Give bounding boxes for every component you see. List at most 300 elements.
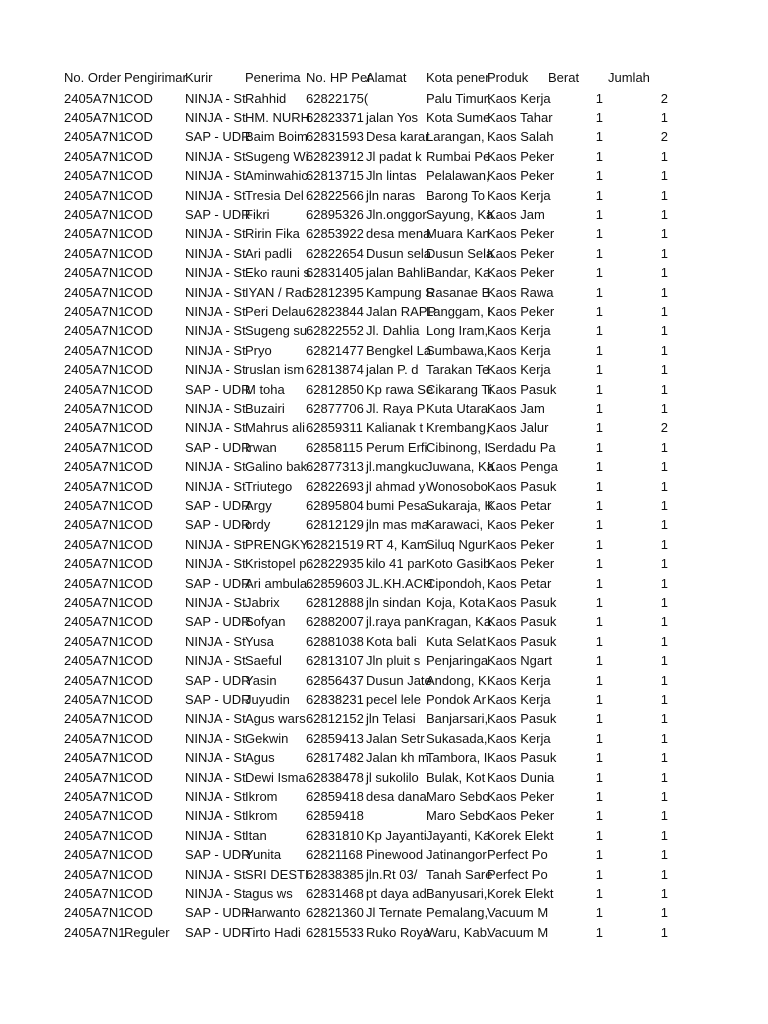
city-cell[interactable]: Bandar, Ka: [426, 265, 491, 281]
receiver-cell[interactable]: Ari ambula: [245, 575, 308, 591]
order-cell[interactable]: 2405A7N1: [64, 536, 126, 552]
product-cell[interactable]: Kaos Pasuk: [487, 750, 557, 766]
qty-cell[interactable]: 1: [660, 536, 668, 552]
receiver-cell[interactable]: Sugeng su: [245, 323, 308, 339]
courier-cell[interactable]: NINJA - St: [185, 323, 246, 339]
product-cell[interactable]: Kaos Kerja: [487, 691, 551, 707]
phone-cell[interactable]: 62815533: [306, 924, 364, 940]
sender-cell[interactable]: COD: [124, 614, 153, 630]
courier-cell[interactable]: SAP - UDR: [185, 497, 251, 513]
receiver-cell[interactable]: Peri Delau: [245, 303, 306, 319]
courier-cell[interactable]: NINJA - St: [185, 90, 246, 106]
sender-cell[interactable]: COD: [124, 497, 153, 513]
address-cell[interactable]: jl ahmad y: [366, 478, 426, 494]
address-cell[interactable]: Jl. Dahlia: [366, 323, 420, 339]
phone-cell[interactable]: 62895326: [306, 206, 364, 222]
address-cell[interactable]: pecel lele: [366, 691, 421, 707]
courier-cell[interactable]: SAP - UDR: [185, 614, 251, 630]
order-cell[interactable]: 2405A7N1: [64, 478, 126, 494]
weight-cell[interactable]: 1: [595, 245, 603, 261]
sender-cell[interactable]: COD: [124, 439, 153, 455]
sender-cell[interactable]: COD: [124, 206, 153, 222]
sender-cell[interactable]: COD: [124, 866, 153, 882]
order-cell[interactable]: 2405A7N1: [64, 381, 126, 397]
address-cell[interactable]: Kp Jayanti: [366, 827, 427, 843]
product-cell[interactable]: Kaos Peker: [487, 148, 555, 164]
header-city[interactable]: Kota pener: [426, 70, 490, 85]
product-cell[interactable]: Korek Elekt: [487, 885, 554, 901]
city-cell[interactable]: Maro Sebo: [426, 808, 490, 824]
qty-cell[interactable]: 1: [660, 459, 668, 475]
order-cell[interactable]: 2405A7N1: [64, 439, 126, 455]
courier-cell[interactable]: NINJA - St: [185, 420, 246, 436]
qty-cell[interactable]: 1: [660, 730, 668, 746]
qty-cell[interactable]: 1: [660, 109, 668, 125]
product-cell[interactable]: Perfect Po: [487, 866, 548, 882]
courier-cell[interactable]: NINJA - St: [185, 265, 246, 281]
qty-cell[interactable]: 1: [660, 847, 668, 863]
courier-cell[interactable]: NINJA - St: [185, 866, 246, 882]
city-cell[interactable]: Penjaringa: [426, 653, 489, 669]
product-cell[interactable]: Kaos Jam: [487, 400, 545, 416]
address-cell[interactable]: kilo 41 par: [366, 556, 426, 572]
phone-cell[interactable]: 62831468: [306, 885, 364, 901]
order-cell[interactable]: 2405A7N1: [64, 400, 126, 416]
city-cell[interactable]: Sukaraja, K: [426, 497, 494, 513]
phone-cell[interactable]: 62812152: [306, 711, 364, 727]
phone-cell[interactable]: 62823912: [306, 148, 364, 164]
sender-cell[interactable]: COD: [124, 342, 153, 358]
receiver-cell[interactable]: Triutego: [245, 478, 293, 494]
receiver-cell[interactable]: PRENGKY: [245, 536, 309, 552]
weight-cell[interactable]: 1: [595, 459, 603, 475]
sender-cell[interactable]: COD: [124, 885, 153, 901]
weight-cell[interactable]: 1: [595, 478, 603, 494]
product-cell[interactable]: Kaos Kerja: [487, 730, 551, 746]
address-cell[interactable]: bumi Pesa: [366, 497, 428, 513]
phone-cell[interactable]: 62812850: [306, 381, 364, 397]
phone-cell[interactable]: 62812888: [306, 594, 364, 610]
phone-cell[interactable]: 62813874: [306, 362, 364, 378]
address-cell[interactable]: Jl Ternate: [366, 905, 423, 921]
weight-cell[interactable]: 1: [595, 265, 603, 281]
address-cell[interactable]: Jl padat k: [366, 148, 422, 164]
phone-cell[interactable]: 62838385: [306, 866, 364, 882]
qty-cell[interactable]: 1: [660, 148, 668, 164]
city-cell[interactable]: Sukasada,: [426, 730, 488, 746]
phone-cell[interactable]: 62882007: [306, 614, 364, 630]
city-cell[interactable]: Pemalang,: [426, 905, 489, 921]
product-cell[interactable]: Kaos Tahar: [487, 109, 553, 125]
qty-cell[interactable]: 1: [660, 594, 668, 610]
weight-cell[interactable]: 1: [595, 750, 603, 766]
courier-cell[interactable]: NINJA - St: [185, 362, 246, 378]
receiver-cell[interactable]: Irwan: [245, 439, 277, 455]
receiver-cell[interactable]: Eko rauni s: [245, 265, 311, 281]
order-cell[interactable]: 2405A7N1: [64, 750, 126, 766]
product-cell[interactable]: Serdadu Pa: [487, 439, 556, 455]
courier-cell[interactable]: NINJA - St: [185, 187, 246, 203]
city-cell[interactable]: Bulak, Kot: [426, 769, 486, 785]
address-cell[interactable]: Perum Erfi: [366, 439, 428, 455]
product-cell[interactable]: Kaos Jalur: [487, 420, 549, 436]
product-cell[interactable]: Kaos Kerja: [487, 362, 551, 378]
qty-cell[interactable]: 1: [660, 284, 668, 300]
city-cell[interactable]: Tarakan Te: [426, 362, 490, 378]
qty-cell[interactable]: 1: [660, 362, 668, 378]
city-cell[interactable]: Koto Gasib: [426, 556, 491, 572]
courier-cell[interactable]: NINJA - St: [185, 148, 246, 164]
order-cell[interactable]: 2405A7N1: [64, 129, 126, 145]
product-cell[interactable]: Kaos Peker: [487, 265, 555, 281]
city-cell[interactable]: Pelalawan,: [426, 168, 490, 184]
address-cell[interactable]: Kota bali: [366, 633, 417, 649]
courier-cell[interactable]: NINJA - St: [185, 284, 246, 300]
address-cell[interactable]: jl.mangkuc: [366, 459, 429, 475]
weight-cell[interactable]: 1: [595, 168, 603, 184]
weight-cell[interactable]: 1: [595, 362, 603, 378]
city-cell[interactable]: Sayung, Ka: [426, 206, 494, 222]
receiver-cell[interactable]: SRI DESTI: [245, 866, 309, 882]
phone-cell[interactable]: 62821360: [306, 905, 364, 921]
phone-cell[interactable]: 62823371: [306, 109, 364, 125]
qty-cell[interactable]: 1: [660, 614, 668, 630]
product-cell[interactable]: Kaos Salah: [487, 129, 554, 145]
weight-cell[interactable]: 1: [595, 653, 603, 669]
product-cell[interactable]: Kaos Kerja: [487, 90, 551, 106]
sender-cell[interactable]: COD: [124, 827, 153, 843]
phone-cell[interactable]: 62831810: [306, 827, 364, 843]
weight-cell[interactable]: 1: [595, 381, 603, 397]
sender-cell[interactable]: COD: [124, 536, 153, 552]
order-cell[interactable]: 2405A7N1: [64, 459, 126, 475]
product-cell[interactable]: Kaos Petar: [487, 497, 552, 513]
weight-cell[interactable]: 1: [595, 847, 603, 863]
receiver-cell[interactable]: Saeful: [245, 653, 282, 669]
weight-cell[interactable]: 1: [595, 594, 603, 610]
city-cell[interactable]: Muara Kan: [426, 226, 490, 242]
courier-cell[interactable]: NINJA - St: [185, 400, 246, 416]
sender-cell[interactable]: COD: [124, 730, 153, 746]
receiver-cell[interactable]: Juyudin: [245, 691, 290, 707]
header-order[interactable]: No. Order: [64, 70, 122, 85]
order-cell[interactable]: 2405A7N1: [64, 575, 126, 591]
order-cell[interactable]: 2405A7N1: [64, 691, 126, 707]
order-cell[interactable]: 2405A7N1: [64, 362, 126, 378]
receiver-cell[interactable]: Itan: [245, 827, 267, 843]
product-cell[interactable]: Kaos Kerja: [487, 323, 551, 339]
courier-cell[interactable]: NINJA - St: [185, 303, 246, 319]
phone-cell[interactable]: 62831405: [306, 265, 364, 281]
product-cell[interactable]: Kaos Pasuk: [487, 614, 557, 630]
sender-cell[interactable]: COD: [124, 109, 153, 125]
receiver-cell[interactable]: Dewi Isma: [245, 769, 306, 785]
courier-cell[interactable]: NINJA - St: [185, 109, 246, 125]
weight-cell[interactable]: 1: [595, 226, 603, 242]
courier-cell[interactable]: SAP - UDR: [185, 575, 251, 591]
city-cell[interactable]: Juwana, Ka: [426, 459, 494, 475]
qty-cell[interactable]: 1: [660, 168, 668, 184]
address-cell[interactable]: Jln pluit s: [366, 653, 421, 669]
receiver-cell[interactable]: M toha: [245, 381, 285, 397]
phone-cell[interactable]: 62831593: [306, 129, 364, 145]
order-cell[interactable]: 2405A7N1: [64, 672, 126, 688]
courier-cell[interactable]: SAP - UDR: [185, 905, 251, 921]
city-cell[interactable]: Siluq Ngur: [426, 536, 487, 552]
sender-cell[interactable]: COD: [124, 303, 153, 319]
receiver-cell[interactable]: Kristopel p: [245, 556, 307, 572]
weight-cell[interactable]: 1: [595, 400, 603, 416]
sender-cell[interactable]: COD: [124, 808, 153, 824]
qty-cell[interactable]: 1: [660, 633, 668, 649]
address-cell[interactable]: jln naras: [366, 187, 416, 203]
product-cell[interactable]: Vacuum M: [487, 924, 549, 940]
weight-cell[interactable]: 1: [595, 575, 603, 591]
phone-cell[interactable]: 62859418: [306, 788, 364, 804]
city-cell[interactable]: Kota Sume: [426, 109, 491, 125]
courier-cell[interactable]: NINJA - St: [185, 788, 246, 804]
weight-cell[interactable]: 1: [595, 808, 603, 824]
sender-cell[interactable]: COD: [124, 129, 153, 145]
courier-cell[interactable]: NINJA - St: [185, 594, 246, 610]
sender-cell[interactable]: COD: [124, 672, 153, 688]
sender-cell[interactable]: COD: [124, 633, 153, 649]
sender-cell[interactable]: COD: [124, 711, 153, 727]
weight-cell[interactable]: 1: [595, 827, 603, 843]
city-cell[interactable]: Banyusari,: [426, 885, 488, 901]
weight-cell[interactable]: 1: [595, 284, 603, 300]
weight-cell[interactable]: 1: [595, 614, 603, 630]
sender-cell[interactable]: COD: [124, 168, 153, 184]
product-cell[interactable]: Perfect Po: [487, 847, 548, 863]
weight-cell[interactable]: 1: [595, 439, 603, 455]
qty-cell[interactable]: 1: [660, 924, 668, 940]
receiver-cell[interactable]: IYAN / Rad: [245, 284, 310, 300]
order-cell[interactable]: 2405A7N1: [64, 788, 126, 804]
address-cell[interactable]: Jl. Raya P: [366, 400, 426, 416]
product-cell[interactable]: Kaos Peker: [487, 808, 555, 824]
receiver-cell[interactable]: Galino bak: [245, 459, 308, 475]
order-cell[interactable]: 2405A7N1: [64, 633, 126, 649]
order-cell[interactable]: 2405A7N1: [64, 497, 126, 513]
weight-cell[interactable]: 1: [595, 730, 603, 746]
weight-cell[interactable]: 1: [595, 788, 603, 804]
address-cell[interactable]: RT 4, Kam: [366, 536, 428, 552]
qty-cell[interactable]: 1: [660, 866, 668, 882]
product-cell[interactable]: Kaos Pasuk: [487, 711, 557, 727]
sender-cell[interactable]: COD: [124, 245, 153, 261]
order-cell[interactable]: 2405A7N1: [64, 109, 126, 125]
phone-cell[interactable]: 62821477: [306, 342, 364, 358]
courier-cell[interactable]: NINJA - St: [185, 633, 246, 649]
order-cell[interactable]: 2405A7N1: [64, 808, 126, 824]
sender-cell[interactable]: COD: [124, 459, 153, 475]
weight-cell[interactable]: 1: [595, 691, 603, 707]
phone-cell[interactable]: 62877706: [306, 400, 364, 416]
qty-cell[interactable]: 2: [660, 90, 668, 106]
header-weight[interactable]: Berat: [548, 70, 580, 85]
receiver-cell[interactable]: Ari padli: [245, 245, 292, 261]
sender-cell[interactable]: COD: [124, 575, 153, 591]
receiver-cell[interactable]: Aminwahic: [245, 168, 308, 184]
order-cell[interactable]: 2405A7N1: [64, 420, 126, 436]
city-cell[interactable]: Rasanae B: [426, 284, 491, 300]
product-cell[interactable]: Kaos Pasuk: [487, 381, 557, 397]
courier-cell[interactable]: SAP - UDR: [185, 924, 251, 940]
order-cell[interactable]: 2405A7N1: [64, 730, 126, 746]
weight-cell[interactable]: 1: [595, 633, 603, 649]
sender-cell[interactable]: COD: [124, 400, 153, 416]
phone-cell[interactable]: 62822935: [306, 556, 364, 572]
receiver-cell[interactable]: agus ws: [245, 885, 293, 901]
qty-cell[interactable]: 1: [660, 672, 668, 688]
product-cell[interactable]: Kaos Pasuk: [487, 633, 557, 649]
receiver-cell[interactable]: Mahrus ali: [245, 420, 305, 436]
receiver-cell[interactable]: Fikri: [245, 206, 270, 222]
courier-cell[interactable]: SAP - UDR: [185, 672, 251, 688]
header-address[interactable]: Alamat: [366, 70, 407, 85]
order-cell[interactable]: 2405A7N1: [64, 711, 126, 727]
qty-cell[interactable]: 1: [660, 711, 668, 727]
city-cell[interactable]: Sumbawa,: [426, 342, 488, 358]
qty-cell[interactable]: 1: [660, 788, 668, 804]
qty-cell[interactable]: 1: [660, 439, 668, 455]
city-cell[interactable]: Dusun Sela: [426, 245, 494, 261]
sender-cell[interactable]: COD: [124, 517, 153, 533]
weight-cell[interactable]: 1: [595, 885, 603, 901]
address-cell[interactable]: Kalianak t: [366, 420, 424, 436]
sender-cell[interactable]: COD: [124, 420, 153, 436]
qty-cell[interactable]: 1: [660, 381, 668, 397]
address-cell[interactable]: Jalan kh m: [366, 750, 429, 766]
address-cell[interactable]: jl.raya pan: [366, 614, 426, 630]
city-cell[interactable]: Koja, Kota: [426, 594, 486, 610]
receiver-cell[interactable]: Ikrom: [245, 808, 278, 824]
qty-cell[interactable]: 1: [660, 905, 668, 921]
qty-cell[interactable]: 1: [660, 556, 668, 572]
address-cell[interactable]: Jln.onggor: [366, 206, 427, 222]
qty-cell[interactable]: 1: [660, 517, 668, 533]
courier-cell[interactable]: NINJA - St: [185, 711, 246, 727]
courier-cell[interactable]: NINJA - St: [185, 478, 246, 494]
order-cell[interactable]: 2405A7N1: [64, 168, 126, 184]
courier-cell[interactable]: NINJA - St: [185, 342, 246, 358]
sender-cell[interactable]: COD: [124, 187, 153, 203]
qty-cell[interactable]: 1: [660, 400, 668, 416]
city-cell[interactable]: Rumbai Pe: [426, 148, 491, 164]
product-cell[interactable]: Korek Elekt: [487, 827, 554, 843]
qty-cell[interactable]: 2: [660, 420, 668, 436]
product-cell[interactable]: Kaos Kerja: [487, 187, 551, 203]
address-cell[interactable]: Kampung S: [366, 284, 434, 300]
sender-cell[interactable]: COD: [124, 691, 153, 707]
order-cell[interactable]: 2405A7N1: [64, 148, 126, 164]
product-cell[interactable]: Kaos Penga: [487, 459, 558, 475]
city-cell[interactable]: Andong, K: [426, 672, 487, 688]
receiver-cell[interactable]: Rahhid: [245, 90, 287, 106]
product-cell[interactable]: Kaos Dunia: [487, 769, 555, 785]
city-cell[interactable]: Cipondoh,: [426, 575, 486, 591]
order-cell[interactable]: 2405A7N1: [64, 226, 126, 242]
address-cell[interactable]: [366, 89, 426, 108]
receiver-cell[interactable]: Jabrix: [245, 594, 280, 610]
address-cell[interactable]: Jalan Setr: [366, 730, 425, 746]
header-qty[interactable]: Jumlah: [608, 70, 650, 85]
city-cell[interactable]: Cikarang Ti: [426, 381, 492, 397]
phone-cell[interactable]: 62859603: [306, 575, 364, 591]
courier-cell[interactable]: NINJA - St: [185, 750, 246, 766]
qty-cell[interactable]: 1: [660, 323, 668, 339]
order-cell[interactable]: 2405A7N1: [64, 303, 126, 319]
phone-cell[interactable]: 62858115: [306, 439, 363, 455]
weight-cell[interactable]: 1: [595, 711, 603, 727]
phone-cell[interactable]: 62838231: [306, 691, 364, 707]
phone-cell[interactable]: 62823844: [306, 303, 364, 319]
order-cell[interactable]: 2405A7N1: [64, 342, 126, 358]
sender-cell[interactable]: COD: [124, 769, 153, 785]
weight-cell[interactable]: 1: [595, 497, 603, 513]
city-cell[interactable]: Jayanti, Ka: [426, 827, 491, 843]
address-cell[interactable]: jalan Yos: [366, 109, 419, 125]
courier-cell[interactable]: SAP - UDR: [185, 847, 251, 863]
phone-cell[interactable]: 62859413: [306, 730, 364, 746]
receiver-cell[interactable]: Pryo: [245, 342, 272, 358]
order-cell[interactable]: 2405A7N1: [64, 614, 126, 630]
qty-cell[interactable]: 1: [660, 769, 668, 785]
receiver-cell[interactable]: Tresia Del: [245, 187, 304, 203]
address-cell[interactable]: jl sukolilo: [366, 769, 419, 785]
address-cell[interactable]: pt daya ad: [366, 885, 427, 901]
address-cell[interactable]: Desa karar: [366, 129, 430, 145]
phone-cell[interactable]: 62881038: [306, 633, 364, 649]
weight-cell[interactable]: 1: [595, 342, 603, 358]
sender-cell[interactable]: COD: [124, 750, 153, 766]
address-cell[interactable]: jln sindan: [366, 594, 421, 610]
weight-cell[interactable]: 1: [595, 109, 603, 125]
courier-cell[interactable]: NINJA - St: [185, 827, 246, 843]
phone-cell[interactable]: 62822693: [306, 478, 364, 494]
header-phone[interactable]: No. HP Per: [306, 70, 372, 85]
courier-cell[interactable]: NINJA - St: [185, 885, 246, 901]
address-cell[interactable]: jalan P. d: [366, 362, 419, 378]
address-cell[interactable]: Kp rawa Se: [366, 381, 434, 397]
city-cell[interactable]: Tanah Sare: [426, 866, 493, 882]
product-cell[interactable]: Kaos Petar: [487, 575, 552, 591]
courier-cell[interactable]: SAP - UDR: [185, 129, 251, 145]
weight-cell[interactable]: 1: [595, 420, 603, 436]
phone-cell[interactable]: 62813107: [306, 653, 364, 669]
order-cell[interactable]: 2405A7N1: [64, 90, 126, 106]
qty-cell[interactable]: 1: [660, 245, 668, 261]
product-cell[interactable]: Kaos Peker: [487, 517, 555, 533]
product-cell[interactable]: Kaos Jam: [487, 206, 545, 222]
sender-cell[interactable]: COD: [124, 478, 153, 494]
qty-cell[interactable]: 1: [660, 691, 668, 707]
receiver-cell[interactable]: Yunita: [245, 847, 282, 863]
address-cell[interactable]: Pinewood: [366, 847, 424, 863]
order-cell[interactable]: 2405A7N1: [64, 924, 126, 940]
phone-cell[interactable]: 62859418: [306, 808, 364, 824]
city-cell[interactable]: Krembang,: [426, 420, 490, 436]
phone-cell[interactable]: 62877313: [306, 459, 364, 475]
qty-cell[interactable]: 1: [660, 265, 668, 281]
weight-cell[interactable]: 1: [595, 303, 603, 319]
weight-cell[interactable]: 1: [595, 206, 603, 222]
courier-cell[interactable]: SAP - UDR: [185, 381, 251, 397]
receiver-cell[interactable]: Sofyan: [245, 614, 286, 630]
product-cell[interactable]: Kaos Pasuk: [487, 594, 557, 610]
phone-cell[interactable]: 62821519: [306, 536, 364, 552]
